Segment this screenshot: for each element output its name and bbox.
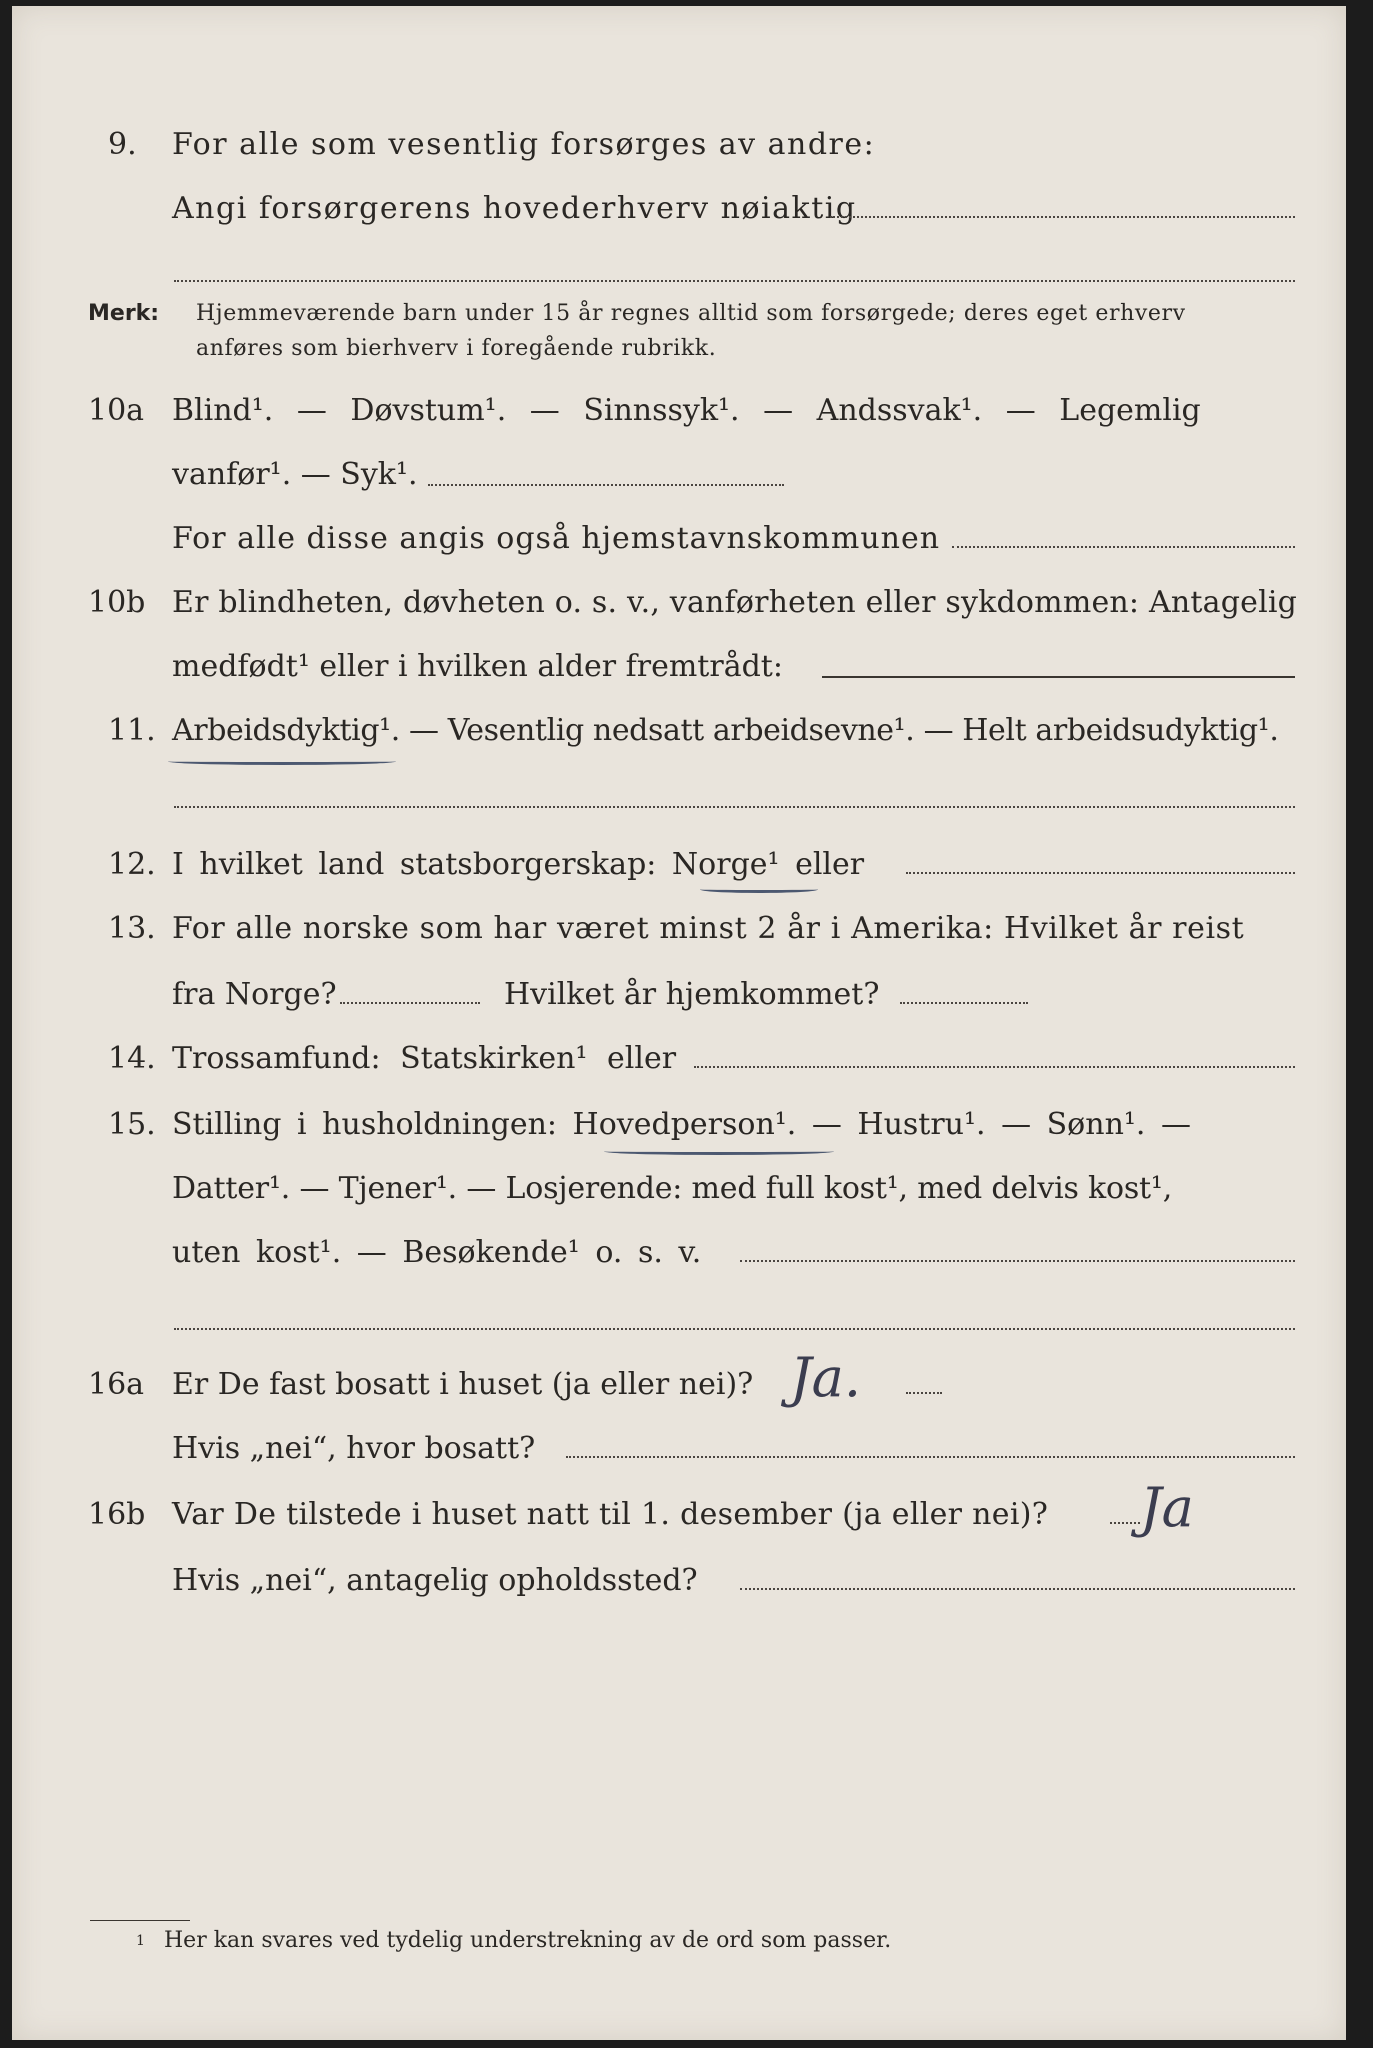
q12-number: 12. — [108, 847, 156, 882]
q15-line3: uten kost¹. — Besøkende¹ o. s. v. — [172, 1235, 702, 1270]
q16b-line2: Hvis „nei“, antagelig opholdssted? — [172, 1563, 698, 1598]
q15-number: 15. — [108, 1107, 156, 1142]
q9-number: 9. — [108, 127, 137, 162]
q10b-line2: medfødt¹ eller i hvilken alder fremtrådt: — [172, 649, 783, 684]
q15-answer-line-2 — [174, 1328, 1295, 1330]
q13-reist-line — [340, 1002, 480, 1004]
q12-underline-norge — [700, 886, 818, 893]
q11-answer-line — [174, 806, 1295, 808]
footnote-text: Her kan svares ved tydelig understrekning av de ord som passer. — [164, 1928, 892, 1953]
q16a-line2: Hvis „nei“, hvor bosatt? — [172, 1431, 536, 1466]
q10a-kommune-line — [952, 546, 1295, 548]
q11-line1: Arbeidsdyktig¹. — Vesentlig nedsatt arbeidsevne¹. — Helt arbeidsudyktig¹. — [172, 713, 1279, 748]
q13-line2b: Hvilket år hjemkommet? — [504, 977, 880, 1012]
q16b-handwritten-answer: Ja — [1140, 1476, 1194, 1539]
q16a-bosatt-line — [566, 1456, 1295, 1458]
q14-line1: Trossamfund: Statskirken¹ eller — [172, 1041, 677, 1076]
q15-underline-hovedperson — [604, 1148, 834, 1155]
q9-answer-line-2 — [174, 280, 1295, 282]
q15-line1: Stilling i husholdningen: Hovedperson¹. — Hustru¹. — Sønn¹. — — [172, 1107, 1191, 1142]
q10a-line2: vanfør¹. — Syk¹. — [172, 457, 418, 492]
q11-number: 11. — [108, 713, 156, 748]
q14-answer-line — [694, 1066, 1295, 1068]
q16a-number: 16a — [88, 1367, 145, 1402]
q10b-answer-line — [822, 676, 1295, 678]
q13-number: 13. — [108, 911, 156, 946]
q15-answer-line — [740, 1260, 1295, 1262]
q9-answer-line — [830, 216, 1295, 218]
q15-line2: Datter¹. — Tjener¹. — Losjerende: med full kost¹, med delvis kost¹, — [172, 1171, 1173, 1206]
q16a-line1: Er De fast bosatt i huset (ja eller nei)? — [172, 1367, 754, 1402]
q11-underline-arbeidsdyktig — [168, 758, 396, 765]
q12-line1: I hvilket land statsborgerskap: Norge¹ eller — [172, 847, 865, 882]
footnote-mark: 1 — [136, 1933, 145, 1949]
q13-hjemkommet-line — [900, 1002, 1028, 1004]
q10a-line3: For alle disse angis også hjemstavnskommunen — [172, 521, 941, 556]
q16b-answer-line — [1110, 1522, 1140, 1524]
q10b-number: 10b — [88, 585, 146, 620]
q10a-line1: Blind¹. — Døvstum¹. — Sinnssyk¹. — Andssvak¹. — Legemlig — [172, 393, 1201, 428]
q13-line1: For alle norske som har været minst 2 år i Amerika: Hvilket år reist — [172, 911, 1245, 946]
q16b-line1: Var De tilstede i huset natt til 1. desember (ja eller nei)? — [172, 1497, 1049, 1532]
q16b-opholdssted-line — [740, 1588, 1295, 1590]
q9-line2: Angi forsørgerens hovederhverv nøiaktig — [172, 191, 857, 226]
q10a-number: 10a — [88, 393, 145, 428]
q14-number: 14. — [108, 1041, 156, 1076]
q10b-line1: Er blindheten, døvheten o. s. v., vanførheten eller sykdommen: Antagelig — [172, 585, 1298, 620]
q16b-number: 16b — [88, 1497, 146, 1532]
merk-line2: anføres som bierhverv i foregående rubrikk. — [196, 336, 717, 361]
q16a-handwritten-answer: Ja. — [790, 1346, 862, 1409]
q9-line1: For alle som vesentlig forsørges av andre: — [172, 127, 876, 162]
q16a-answer-line — [906, 1392, 942, 1394]
q10a-answer-line — [428, 484, 784, 486]
merk-line1: Hjemmeværende barn under 15 år regnes alltid som forsørgede; deres eget erhverv — [196, 301, 1186, 326]
merk-label: Merk: — [88, 301, 160, 326]
q13-line2a: fra Norge? — [172, 977, 337, 1012]
footnote-rule — [90, 1920, 190, 1921]
q12-answer-line — [906, 872, 1295, 874]
